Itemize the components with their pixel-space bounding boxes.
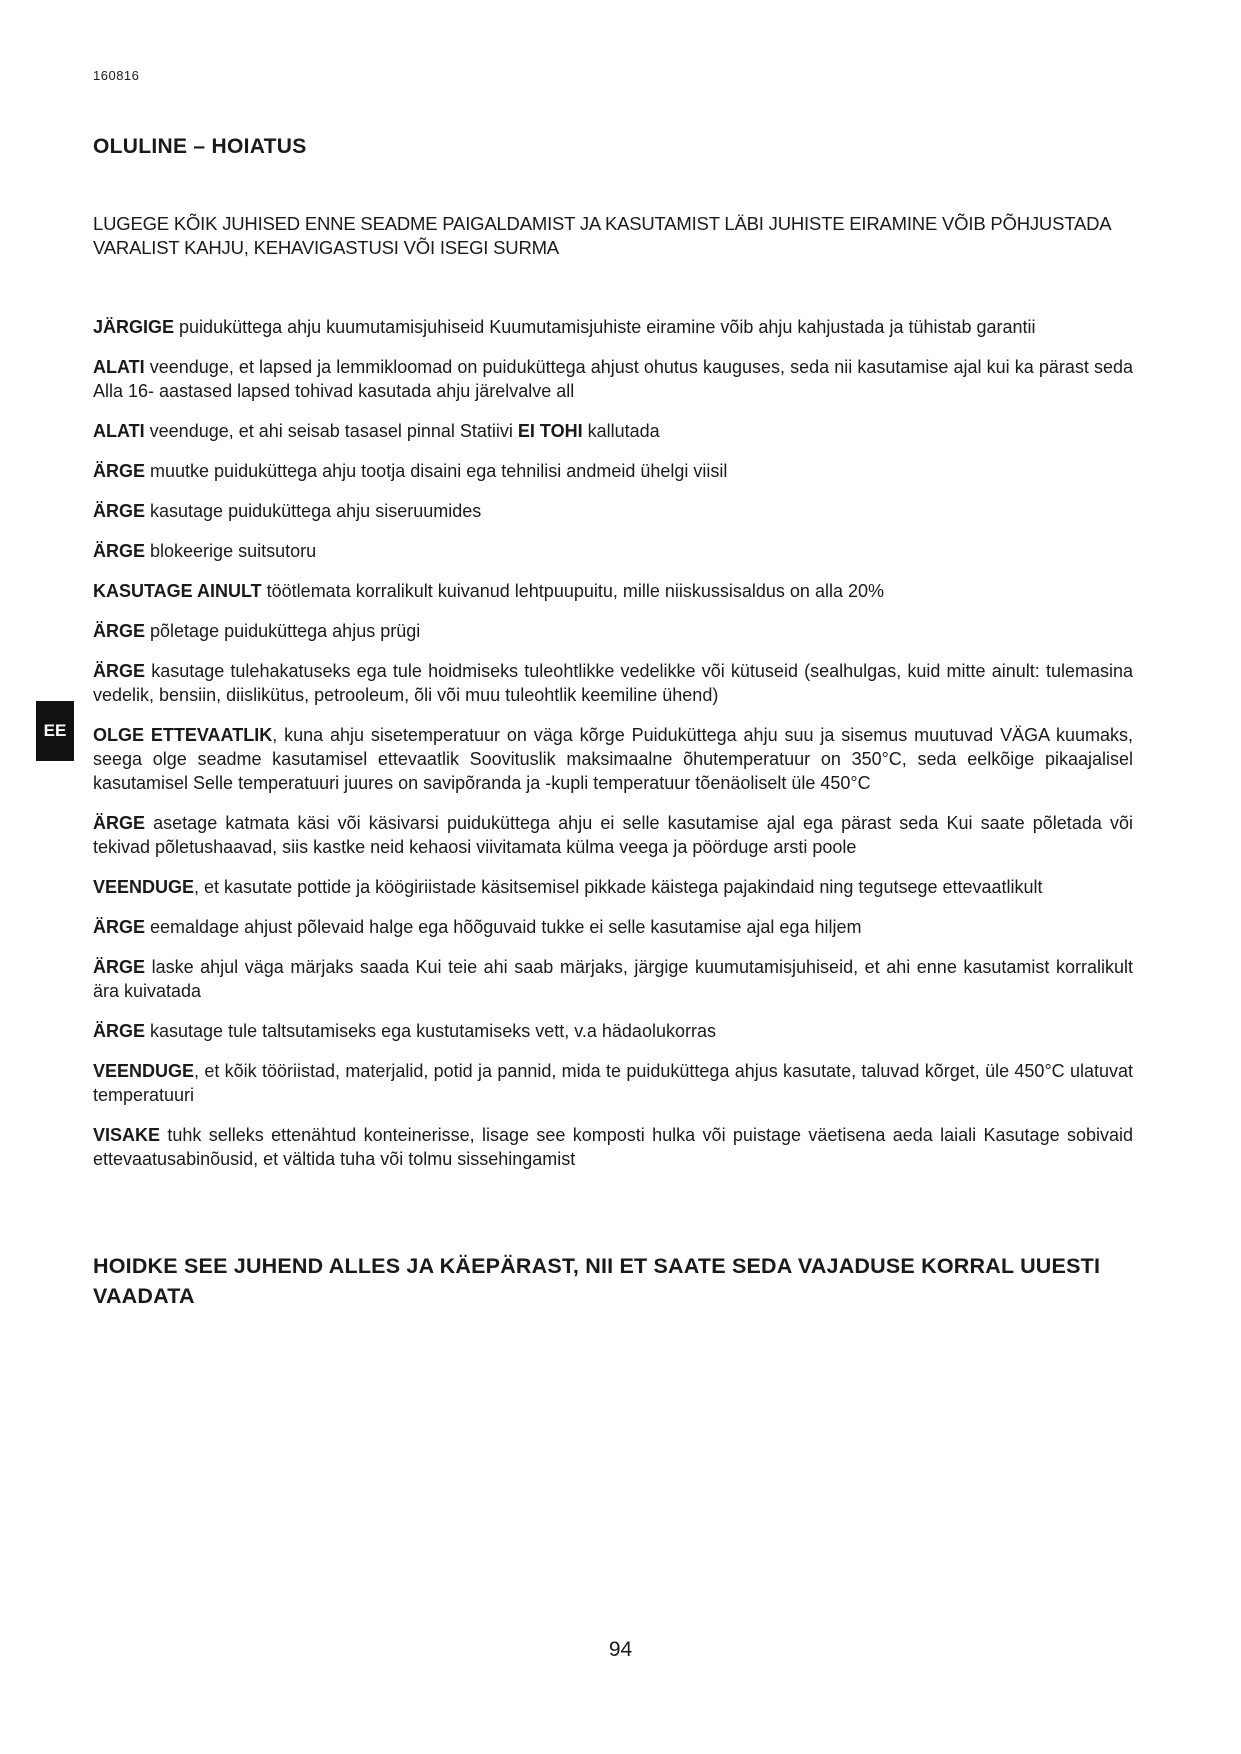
rule-text: kasutage tule taltsutamiseks ega kustutamiseks vett, v.a hädaolukorras — [145, 1021, 716, 1041]
rule-text: asetage katmata käsi või käsivarsi puiduküttega ahju ei selle kasutamise ajal ega pärast seda Kui saate põletada või tekivad põletushaavad, siis kastke neid kehaosi viivitamata külma veega ja pöörduge arsti poole — [93, 813, 1133, 857]
rule-keyword: ALATI — [93, 421, 145, 441]
intro-warning: LUGEGE KÕIK JUHISED ENNE SEADME PAIGALDAMIST JA KASUTAMIST LÄBI JUHISTE EIRAMINE VÕIB PÕHJUSTADA VARALIST KAHJU, KEHAVIGASTUSI VÕI ISEGI SURMA — [93, 213, 1111, 258]
rule-text: , et kõik tööriistad, materjalid, potid ja pannid, mida te puiduküttega ahjus kasutate, taluvad kõrget, üle 450°C ulatuvat temperatuuri — [93, 1061, 1133, 1105]
safety-rule — [93, 1123, 1133, 1171]
rule-keyword: ALATI — [93, 357, 145, 377]
safety-rule — [93, 459, 1133, 483]
safety-rule — [93, 955, 1133, 1003]
rule-text: tuhk selleks ettenähtud konteinerisse, lisage see komposti hulka või puistage väetisena aeda laiali Kasutage sobivaid ettevaatusabinõusid, et vältida tuha või tolmu sissehingamist — [93, 1125, 1133, 1169]
rule-text: laske ahjul väga märjaks saada Kui teie ahi saab märjaks, järgige kuumutamisjuhiseid, et ahi enne kasutamist korralikult ära kuivatada — [93, 957, 1133, 1001]
rule-text: puiduküttega ahju kuumutamisjuhiseid Kuumutamisjuhiste eiramine võib ahju kahjustada ja tühistab garantii — [174, 317, 1036, 337]
rule-text: , kuna ahju sisetemperatuur on väga kõrge Puiduküttega ahju suu ja sisemus muutuvad VÄGA kuumaks, seega olge seadme kasutamisel ettevaatlik Soovituslik maksimaalne õhutemperatuur on 350°C, seda eelkõige pikaajalisel kasutamisel Selle temperatuuri juures on savipõranda ja -kupli temperatuur tõenäoliselt üle 450°C — [93, 725, 1134, 793]
rule-keyword: VEENDUGE — [93, 1061, 195, 1081]
safety-rule — [93, 419, 1133, 443]
rule-keyword: ÄRGE — [93, 501, 146, 521]
document-code: 160816 — [93, 68, 140, 83]
page-heading: OLULINE – HOIATUS — [93, 135, 307, 158]
rule-keyword-secondary: EI TOHI — [517, 421, 583, 441]
page-number: 94 — [608, 1638, 633, 1661]
safety-rule — [93, 659, 1133, 707]
rule-keyword: ÄRGE — [93, 917, 146, 937]
rule-text: blokeerige suitsutoru — [145, 541, 317, 561]
rule-text: muutke puiduküttega ahju tootja disaini ega tehnilisi andmeid ühelgi viisil — [145, 461, 728, 481]
safety-rule — [93, 1059, 1133, 1107]
rule-text: töötlemata korralikult kuivanud lehtpuupuitu, mille niiskussisaldus on alla 20% — [261, 581, 884, 601]
rule-keyword: ÄRGE — [93, 661, 146, 681]
rule-keyword: ÄRGE — [93, 1021, 146, 1041]
rule-text: kasutage puiduküttega ahju siseruumides — [145, 501, 482, 521]
safety-rule — [93, 1019, 1133, 1043]
rule-keyword: ÄRGE — [93, 461, 146, 481]
rule-text: eemaldage ahjust põlevaid halge ega hõõguvaid tukke ei selle kasutamise ajal ega hiljem — [145, 917, 862, 937]
safety-rule — [93, 875, 1133, 899]
rule-text: , et kasutate pottide ja köögiriistade käsitsemisel pikkade käistega pajakindaid ning tegutsege ettevaatlikult — [194, 877, 1043, 897]
safety-rule — [93, 811, 1133, 859]
safety-rule — [93, 315, 1133, 339]
rule-text: kasutage tulehakatuseks ega tule hoidmiseks tuleohtlikke vedelikke või kütuseid (sealhulgas, kuid mitte ainult: tulemasina vedelik, bensiin, diislikütus, petrooleum, õli või muu tuleohtlik keemiline ühend) — [93, 661, 1133, 705]
rule-keyword: KASUTAGE AINULT — [93, 581, 262, 601]
footer-note: HOIDKE SEE JUHEND ALLES JA KÄEPÄRAST, NII ET SAATE SEDA VAJADUSE KORRAL UUESTI VAADATA — [93, 1254, 1101, 1308]
safety-rule — [93, 355, 1133, 403]
rule-keyword: VEENDUGE — [93, 877, 195, 897]
safety-rule — [93, 539, 1133, 563]
rule-keyword: VISAKE — [93, 1125, 161, 1145]
rule-keyword: ÄRGE — [93, 957, 146, 977]
rule-text: põletage puiduküttega ahjus prügi — [145, 621, 421, 641]
rule-text: veenduge, et lapsed ja lemmikloomad on puiduküttega ahjust ohutus kauguses, seda nii kasutamise ajal kui ka pärast seda Alla 16- aastased lapsed tohivad kasutada ahju järelvalve all — [93, 357, 1133, 401]
rule-text: veenduge, et ahi seisab tasasel pinnal Statiivi — [144, 421, 518, 441]
rule-keyword: JÄRGIGE — [93, 317, 175, 337]
safety-rule — [93, 579, 1133, 603]
rule-text-secondary: kallutada — [582, 421, 660, 441]
safety-rules-list — [93, 315, 1133, 1187]
rule-keyword: OLGE ETTEVAATLIK — [93, 725, 273, 745]
safety-rule — [93, 499, 1133, 523]
rule-keyword: ÄRGE — [93, 541, 146, 561]
safety-rule — [93, 723, 1133, 795]
rule-keyword: ÄRGE — [93, 621, 146, 641]
language-tab: EE — [36, 701, 74, 761]
rule-keyword: ÄRGE — [93, 813, 146, 833]
safety-rule — [93, 619, 1133, 643]
safety-rule — [93, 915, 1133, 939]
